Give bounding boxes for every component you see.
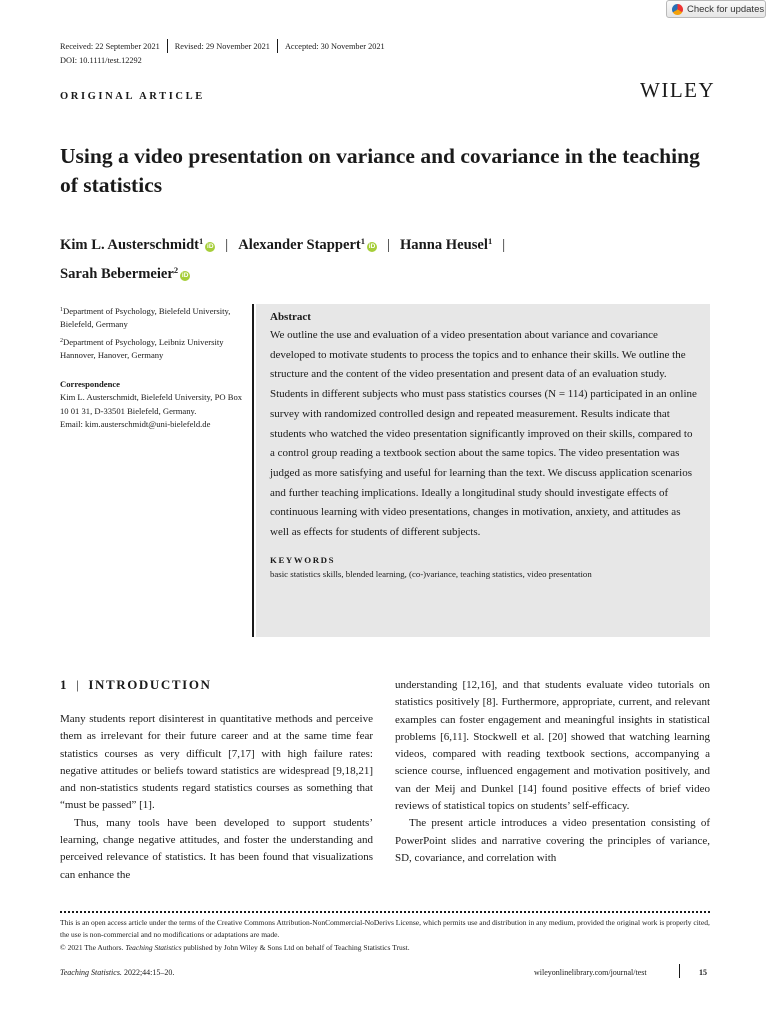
paragraph: Many students report disinterest in quantitative methods and perceive them as irrelevant for their future career and at the same time fear statistics courses as very difficult [7,17] with high failure rates: negative attitudes or beliefs toward statistics are widespread [9,18,21] and non-statistics students regard statistics courses as something that “must be passed” [1]. (60, 713, 373, 812)
keywords: basic statistics skills, blended learning, (co-)variance, teaching statistics, video presentation (270, 568, 592, 579)
journal-url[interactable]: wileyonlinelibrary.com/journal/test (534, 968, 647, 977)
divider (167, 39, 168, 53)
revised-date: Revised: 29 November 2021 (174, 41, 270, 51)
affiliation: $^1$Department of Psychology, Bielefeld University, Bielefeld, Germany (60, 306, 231, 330)
check-for-updates-label: Check for updates (687, 3, 765, 15)
abstract-bar (252, 304, 254, 637)
article-title: Using a video presentation on variance and covariance in the teaching of statistics (60, 144, 700, 197)
affiliation: $^2$Department of Psychology, Leibniz University Hannover, Hanover, Germany (60, 337, 224, 361)
footnote-rule (60, 911, 710, 913)
divider (277, 39, 278, 53)
orcid-icon[interactable]: iD (181, 272, 189, 279)
orcid-icon[interactable]: iD (207, 243, 214, 250)
accepted-date: Accepted: 30 November 2021 (284, 41, 385, 51)
right-column (395, 677, 710, 867)
correspondence (60, 378, 245, 431)
author-separator: | (502, 237, 506, 253)
paragraph: Thus, many tools have been developed to support students’ learning, change negative attitudes, and foster the understanding and perceived relevance of statistics. It has been found that visualizations can enhance the (60, 816, 373, 881)
copyright-line: © 2021 The Authors. Teaching Statistics published by John Wiley & Sons Ltd on behalf of Teaching Statistics Trust. (60, 942, 410, 952)
correspondence-heading: Correspondence (60, 379, 120, 389)
author[interactable]: Kim L. Austerschmidt$^1$ (60, 236, 204, 253)
page-number: 15 (699, 968, 707, 977)
divider (679, 964, 680, 978)
correspondence-address: Kim L. Austerschmidt, Bielefeld University, PO Box 10 01 31, D-33501 Bielefeld, Germany. (60, 392, 243, 416)
correspondence-email[interactable]: Email: kim.austerschmidt@uni-bielefeld.de (60, 418, 211, 429)
received-date: Received: 22 September 2021 (60, 41, 160, 51)
author-list (60, 229, 720, 287)
paragraph: The present article introduces a video presentation consisting of PowerPoint slides and narrative covering the principles of variance, SD, covariance, and correlation with (395, 817, 710, 864)
author-separator: | (387, 237, 390, 253)
date-line (60, 39, 385, 53)
author-separator: | (225, 237, 229, 253)
orcid-icon[interactable]: iD (368, 243, 376, 250)
publisher-logo: WILEY (640, 78, 716, 102)
license-text: This is an open access article under the terms of the Creative Commons Attribution-NonCommercial-NoDerivs License, which permits use and distribution in any medium, provided the original work is properly cited, the use is non-commercial and no modifications or adaptations are made. (60, 918, 710, 940)
section-separator: | (76, 677, 81, 692)
author[interactable]: Sarah Bebermeier$^2$ (60, 265, 179, 282)
author[interactable]: Hanna Heusel$^1$ (399, 236, 493, 253)
doi[interactable]: DOI: 10.1111/test.12292 (60, 56, 142, 65)
section-title: INTRODUCTION (88, 677, 212, 692)
crossmark-icon (672, 4, 683, 15)
journal-citation: Teaching Statistics. 2022;44:15–20. (60, 968, 175, 977)
left-column (60, 711, 373, 884)
abstract-box (256, 304, 710, 637)
section-number: 1 (60, 677, 69, 692)
section-heading (60, 677, 212, 693)
check-for-updates-button[interactable] (666, 0, 766, 18)
license-footnote (60, 917, 710, 954)
abstract-heading: Abstract (270, 311, 311, 323)
keywords-heading: KEYWORDS (270, 554, 336, 565)
paragraph: understanding [12,16], and that students evaluate video tutorials on statistics positively [8]. Furthermore, appropriate, current, and relevant examples can foster engagement and meaningful insights in statistical problems [6,11]. Stockwell et al. [20] showed that watching learning videos, compared with reading textbook sections, accompanying a science course, influenced engagement and motivation positively, and van der Meij and Dunkel [14] found positive effects of brief video reviews of statistical topics on students’ self-efficacy. (395, 679, 710, 813)
author[interactable]: Alexander Stappert$^1$ (238, 236, 366, 253)
abstract-text: We outline the use and evaluation of a video presentation about variance and covariance developed to motivate students to process the topics and to enhance their skills. We outline the structure and the content of the video presentation and present data of an evaluation study. Students in different subjects who must pass statistics courses (N = 114) participated in an online survey with randomized controlled design and repeated measurement. Results indicate that students who watched the video presentation significantly improved on their skills, compared to a control group reading a textbook section about the same topics. The video presentation was judged as more satisfying and useful for learning than the text. We discuss application scenarios and further teaching implications. Ideally a longitudinal study should investigate effects of continuous learning with video presentations, changes in motivation, anxiety, and attitudes as well as effects for students of different subjects. (270, 329, 697, 539)
article-type: ORIGINAL ARTICLE (60, 91, 205, 102)
